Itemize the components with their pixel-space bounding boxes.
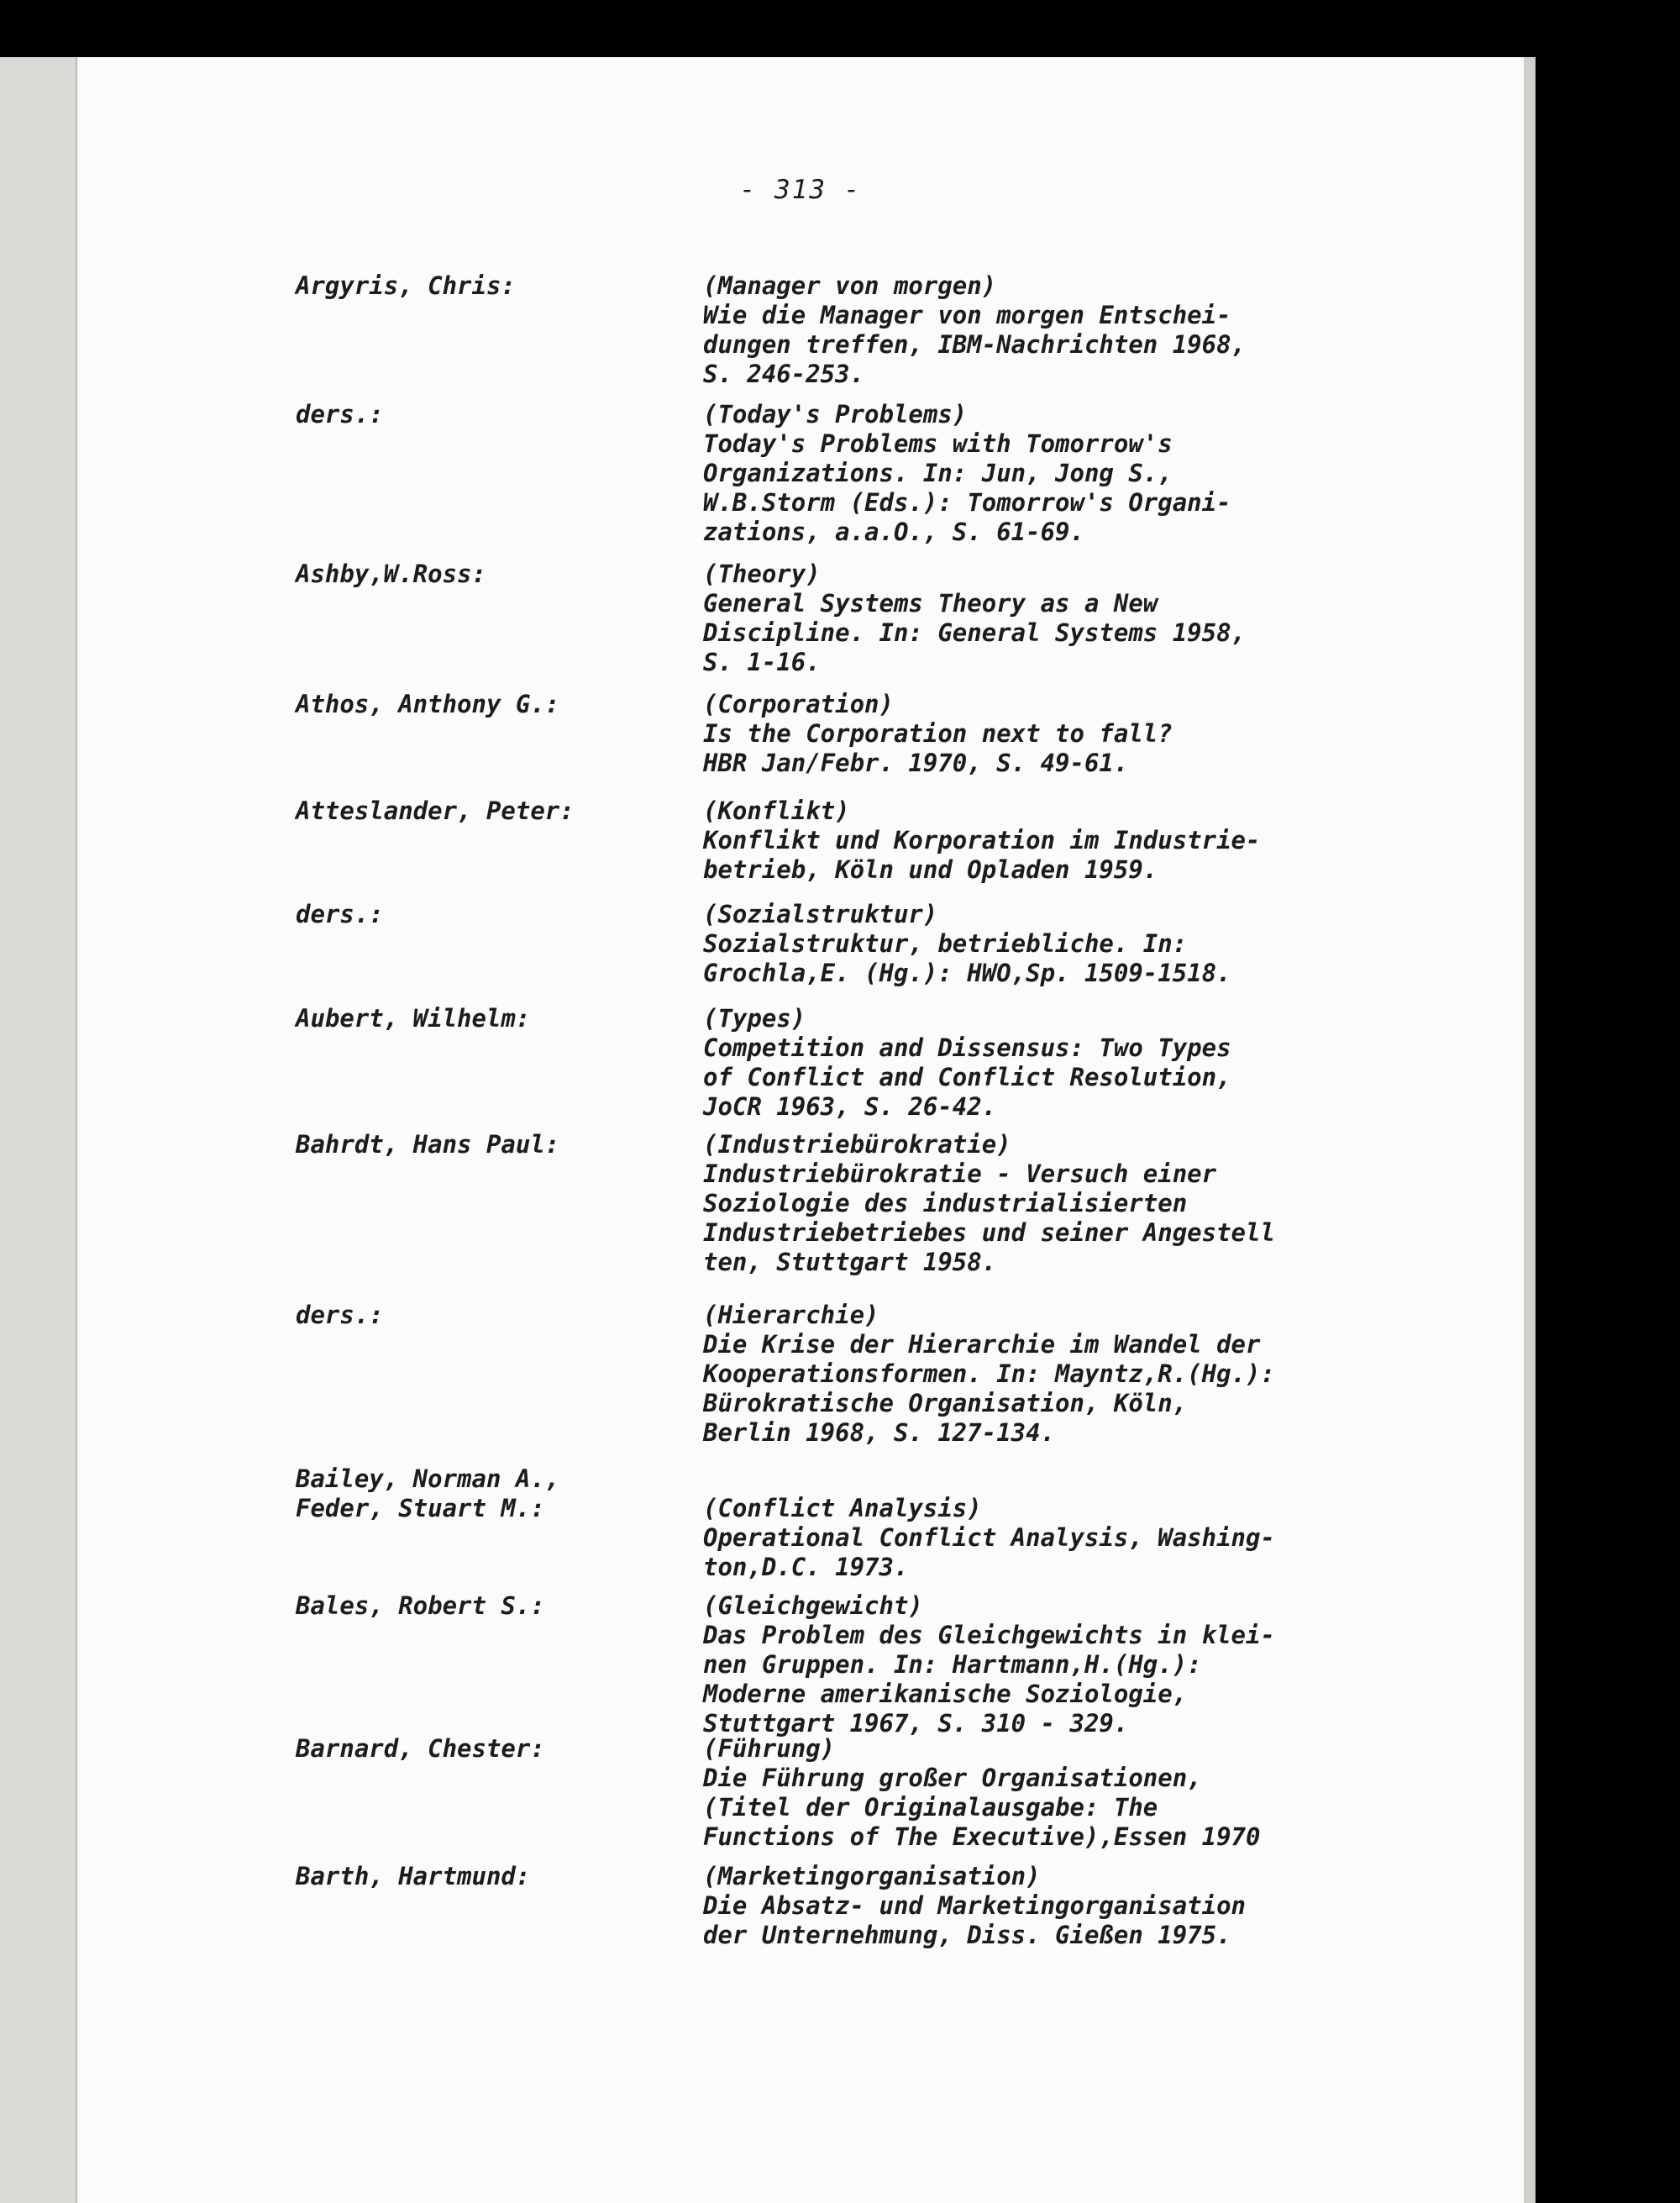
citation-line: Stuttgart 1967, S. 310 - 329. (703, 1709, 1129, 1738)
entry-citation (703, 560, 1509, 677)
citation-short-title: (Konflikt) (703, 797, 850, 825)
author-line: ders.: (296, 1301, 384, 1329)
citation-short-title: (Führung) (703, 1734, 836, 1763)
citation-line: Operational Conflict Analysis, Washing- (703, 1523, 1275, 1552)
entry-citation (703, 1862, 1509, 1950)
author-line: Atteslander, Peter: (296, 797, 575, 825)
citation-short-title: (Marketingorganisation) (703, 1862, 1041, 1890)
citation-line: Discipline. In: General Systems 1958, (703, 618, 1247, 647)
entry-author (296, 271, 749, 301)
author-line: Athos, Anthony G.: (296, 690, 560, 718)
citation-line: Die Führung großer Organisationen, (703, 1764, 1202, 1792)
author-line: Barth, Hartmund: (296, 1862, 531, 1890)
entry-author (296, 1004, 749, 1033)
entry-author (296, 1464, 749, 1523)
entry-author (296, 1591, 749, 1621)
entry-author (296, 1862, 749, 1891)
citation-line: Functions of The Executive),Essen 1970 (703, 1822, 1261, 1851)
entry-citation (703, 1734, 1509, 1852)
citation-line: S. 246-253. (703, 360, 865, 388)
citation-line: Organizations. In: Jun, Jong S., (703, 459, 1173, 487)
entry-citation (703, 690, 1509, 778)
citation-line: der Unternehmung, Diss. Gießen 1975. (703, 1921, 1231, 1949)
citation-short-title: (Manager von morgen) (703, 271, 997, 300)
citation-line: Berlin 1968, S. 127-134. (703, 1418, 1056, 1447)
entry-citation (703, 1130, 1509, 1277)
entry-citation (703, 1301, 1509, 1448)
citation-line: Grochla,E. (Hg.): HWO,Sp. 1509-1518. (703, 959, 1231, 987)
citation-line: Is the Corporation next to fall? (703, 719, 1173, 748)
page-edge (1524, 57, 1536, 2203)
entry-author (296, 900, 749, 929)
entry-citation (703, 900, 1509, 988)
citation-short-title: (Types) (703, 1004, 806, 1033)
entry-author (296, 400, 749, 429)
author-line: Argyris, Chris: (296, 271, 516, 300)
author-line: Feder, Stuart M.: (296, 1494, 545, 1522)
citation-line: Die Krise der Hierarchie im Wandel der (703, 1330, 1261, 1359)
citation-line: Industriebürokratie - Versuch einer (703, 1159, 1217, 1188)
citation-line: nen Gruppen. In: Hartmann,H.(Hg.): (703, 1650, 1202, 1679)
citation-line: JoCR 1963, S. 26-42. (703, 1092, 997, 1121)
citation-line: betrieb, Köln und Opladen 1959. (703, 855, 1158, 884)
entry-citation (703, 1494, 1509, 1582)
citation-line: (Titel der Originalausgabe: The (703, 1793, 1158, 1822)
author-line: Bales, Robert S.: (296, 1591, 545, 1620)
entry-author (296, 1130, 749, 1159)
citation-line: dungen treffen, IBM-Nachrichten 1968, (703, 330, 1247, 359)
entry-citation (703, 1591, 1509, 1738)
citation-line: Kooperationsformen. In: Mayntz,R.(Hg.): (703, 1359, 1275, 1388)
citation-line: Competition and Dissensus: Two Types (703, 1033, 1231, 1062)
entry-author (296, 560, 749, 589)
author-line: Bailey, Norman A., (296, 1464, 560, 1493)
author-line: ders.: (296, 900, 384, 928)
citation-line: Bürokratische Organisation, Köln, (703, 1389, 1188, 1417)
entry-author (296, 1734, 749, 1764)
entry-citation (703, 400, 1509, 547)
citation-line: Today's Problems with Tomorrow's (703, 429, 1173, 458)
citation-short-title: (Corporation) (703, 690, 894, 718)
citation-short-title: (Industriebürokratie) (703, 1130, 1011, 1159)
citation-line: of Conflict and Conflict Resolution, (703, 1063, 1231, 1091)
citation-line: ten, Stuttgart 1958. (703, 1248, 997, 1276)
citation-line: W.B.Storm (Eds.): Tomorrow's Organi- (703, 488, 1231, 517)
facing-page-edge (0, 57, 78, 2203)
citation-line: Industriebetriebes und seiner Angestell (703, 1218, 1275, 1247)
citation-line: General Systems Theory as a New (703, 589, 1158, 618)
author-line: ders.: (296, 400, 384, 429)
entry-author (296, 690, 749, 719)
citation-line: Das Problem des Gleichgewichts in klei- (703, 1621, 1275, 1649)
entry-author (296, 1301, 749, 1330)
citation-line: Konflikt und Korporation im Industrie- (703, 826, 1261, 854)
page-number: - 313 - (739, 175, 862, 205)
citation-short-title: (Sozialstruktur) (703, 900, 938, 928)
citation-short-title: (Conflict Analysis) (703, 1494, 982, 1522)
author-line: Aubert, Wilhelm: (296, 1004, 531, 1033)
citation-short-title: (Hierarchie) (703, 1301, 879, 1329)
citation-short-title: (Theory) (703, 560, 821, 588)
citation-line: ton,D.C. 1973. (703, 1553, 909, 1581)
entry-citation (703, 797, 1509, 885)
citation-line: S. 1-16. (703, 648, 821, 676)
citation-line: HBR Jan/Febr. 1970, S. 49-61. (703, 749, 1129, 777)
entry-author (296, 797, 749, 826)
citation-line: Die Absatz- und Marketingorganisation (703, 1891, 1247, 1920)
citation-line: Moderne amerikanische Soziologie, (703, 1680, 1188, 1708)
author-line: Bahrdt, Hans Paul: (296, 1130, 560, 1159)
author-line: Ashby,W.Ross: (296, 560, 486, 588)
entry-citation (703, 1004, 1509, 1122)
book-page (77, 57, 1524, 2203)
citation-line: Wie die Manager von morgen Entschei- (703, 301, 1231, 329)
citation-line: Soziologie des industrialisierten (703, 1189, 1188, 1217)
citation-line: Sozialstruktur, betriebliche. In: (703, 929, 1188, 958)
entry-citation (703, 271, 1509, 389)
author-line: Barnard, Chester: (296, 1734, 545, 1763)
citation-short-title: (Today's Problems) (703, 400, 968, 429)
citation-short-title: (Gleichgewicht) (703, 1591, 923, 1620)
citation-line: zations, a.a.O., S. 61-69. (703, 518, 1084, 546)
